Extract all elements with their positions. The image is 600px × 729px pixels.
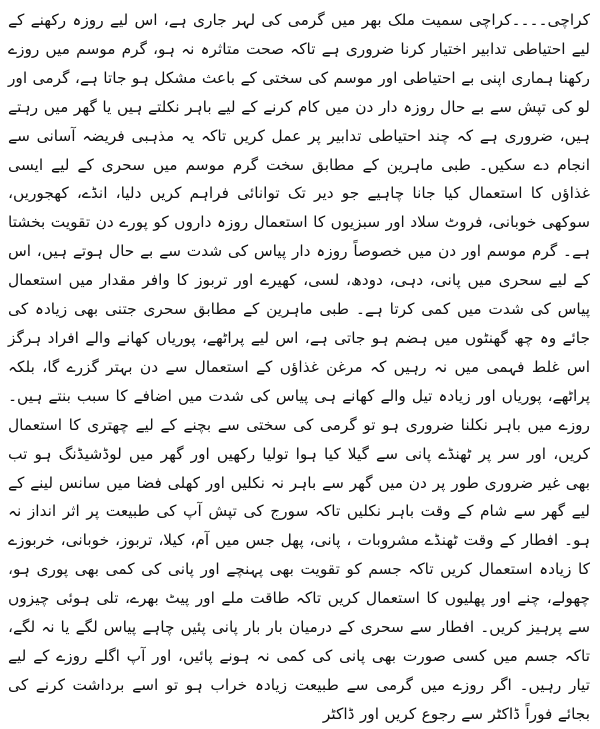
article-body-text: کراچی۔۔۔۔کراچی سمیت ملک بھر میں گرمی کی لہر جاری ہے، اس لیے روزہ رکھنے کے لیے احتیاطی تدابیر اختیار کرنا ضروری ہے تاکہ صحت متاثرہ نہ ہو، گرم موسم میں روزے رکھنا ہماری اپنی بے احتیاطی اور موسم کی سختی کے باعث مشکل ہو جاتا ہے، گرمی اور لو کی تپش سے بے حال روزہ دار دن میں کام کرنے کے لیے باہر نکلتے ہیں یا گھر میں رہتے ہیں، ضروری ہے کہ چند احتیاطی تدابیر پر عمل کریں تاکہ یہ مذہبی فریضہ آسانی سے انجام دے سکیں۔ طبی ماہرین کے مطابق سخت گرم موسم میں سحری کے لیے ایسی غذاؤں کا استعمال کیا جانا چاہیے جو دیر تک توانائی فراہم کریں دلیا، انڈے، کھجوریں، سوکھی خوبانی، فروٹ سلاد اور سبزیوں کا استعمال روزہ داروں کو پورے دن تقویت بخشتا ہے۔ گرم موسم اور دن میں خصوصاً روزہ دار پیاس کی شدت سے بے حال ہوتے ہیں، اس کے لیے سحری میں پانی، دہی، دودھ، لسی، کھیرے اور تربوز کا وافر مقدار میں استعمال پیاس کی شدت میں کمی کرتا ہے۔ طبی ماہرین کے مطابق سحری جتنی بھی زیادہ کی جائے وہ چھ گھنٹوں میں ہضم ہو جاتی ہے، اس لیے پراٹھے، پوریاں کھانے والے افراد ہرگز اس غلط فہمی میں نہ رہیں کہ مرغن غذاؤں کے استعمال سے دن بہتر گزرے گا، بلکہ پراٹھے، پوریاں اور زیادہ تیل والے کھانے ہی پیاس کی شدت میں اضافے کا سبب بنتے ہیں۔ روزے میں باہر نکلنا ضروری ہو تو گرمی کی سختی سے بچنے کے لیے چھتری کا استعمال کریں، اور سر پر ٹھنڈے پانی سے گیلا کیا ہوا تولیا رکھیں اور گھر میں لوڈشیڈنگ ہو تب بھی غیر ضروری طور پر دن میں گھر سے باہر نہ نکلیں اور کھلی فضا میں سانس لینے کے لیے گھر سے شام کے وقت باہر نکلیں تاکہ سورج کی تپش آپ کی طبیعت پر اثر انداز نہ ہو۔ افطار کے وقت ٹھنڈے مشروبات ، پانی، پھل جس میں آم، کیلا، تربوز، خوبانی، خربوزے کا زیادہ استعمال کریں تاکہ جسم کو تقویت بھی پہنچے اور پانی کی کمی بھی پوری ہو، چھولے، چنے اور پھلیوں کا استعمال کریں تاکہ طاقت ملے اور پیٹ بھرے، تلی ہوئی چیزوں سے پرہیز کریں۔ افطار سے سحری کے درمیان بار بار پانی پئیں چاہے پیاس لگے یا نہ لگے، تاکہ جسم میں کسی صورت بھی پانی کی کمی نہ ہونے پائیں، اور آپ اگلے روزے کے لیے تیار رہیں۔ اگر روزے میں گرمی سے طبیعت زیادہ خراب ہو تو اسے برداشت کرنے کی بجائے فوراً ڈاکٹر سے رجوع کریں اور ڈاکٹر — [8, 11, 590, 723]
